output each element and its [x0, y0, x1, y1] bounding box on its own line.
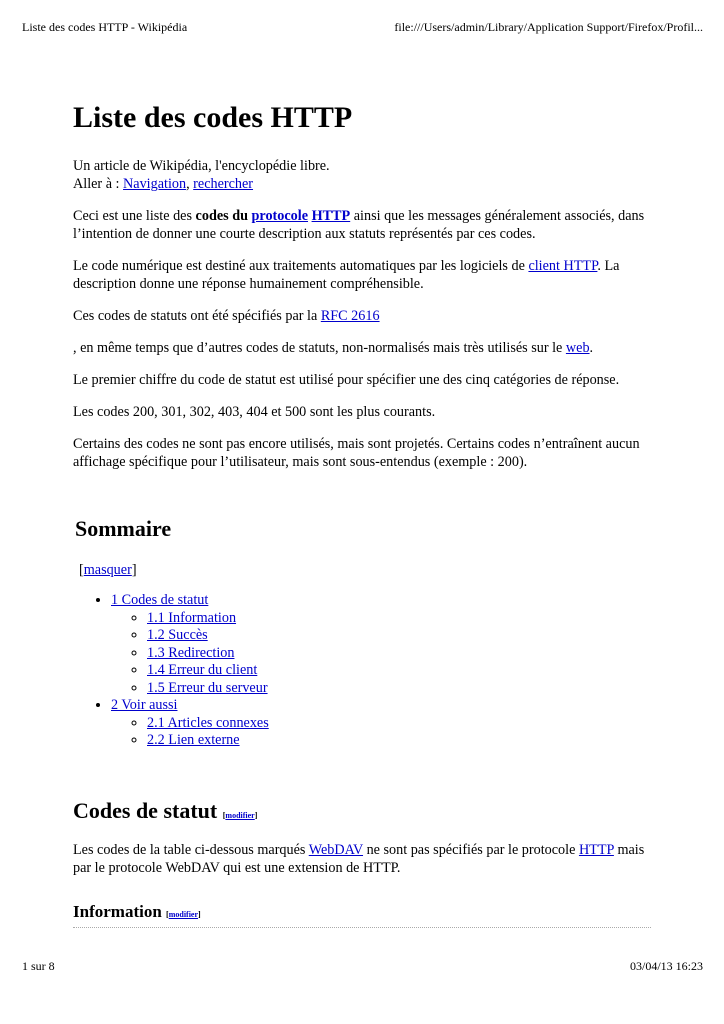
section-title-text: Codes de statut: [73, 798, 218, 823]
section-edit: [223, 811, 258, 820]
search-link[interactable]: rechercher: [193, 176, 254, 192]
http-link[interactable]: HTTP: [311, 208, 351, 224]
toc-item: [147, 645, 269, 663]
print-footer-datetime: 03/04/13 16:23: [629, 959, 703, 973]
toc-toggle-open: [: [79, 562, 84, 578]
p2-text-a: Le code numérique est destiné aux traitements automatiques par les logiciels de: [73, 258, 529, 274]
p1-text-c: ainsi que les messages généralement associés, dans l’intention de donner une courte description aux statuts représentés par ces codes.: [73, 208, 645, 242]
toc-item: [147, 662, 269, 680]
p4-text-a: , en même temps que d’autres codes de statuts, non-normalisés mais très utilisés sur le: [73, 340, 566, 356]
print-header-url: file:///Users/admin/Library/Application Support/Firefox/Profil...: [394, 20, 703, 34]
toc-item: [147, 680, 269, 698]
toc-item: [111, 592, 269, 697]
toc-item: [147, 627, 269, 645]
toc-toggle: [79, 561, 137, 579]
paragraph-common-codes: Les codes 200, 301, 302, 403, 404 et 500 sont les plus courants.: [73, 404, 436, 420]
p3-text-a: Ces codes de statuts ont été spécifiés par la: [73, 308, 321, 324]
toc-hide-link[interactable]: masquer: [83, 562, 132, 578]
toc-link-erreur-serveur[interactable]: 1.5 Erreur du serveur: [147, 679, 268, 696]
toc-title: Sommaire: [75, 516, 172, 541]
toc-list: [73, 592, 269, 750]
protocole-link[interactable]: protocole: [251, 208, 309, 224]
edit-bracket-open: [: [166, 910, 169, 919]
paragraph-first-digit: Le premier chiffre du code de statut est utilisé pour spécifier une des cinq catégories de réponse.: [73, 372, 620, 388]
toc-item: [147, 715, 269, 733]
p2-text-b: . La description donne une réponse humainement compréhensible.: [73, 258, 620, 292]
paragraph-numeric-code: [73, 257, 653, 293]
page-title: Liste des codes HTTP: [73, 101, 353, 134]
paragraph-projected-codes: Certains des codes ne sont pas encore utilisés, mais sont projetés. Certains codes n’entraînent aucun affichage spécifique pour l’utilisateur, mais sont sous-entendus (exemple : 200).: [73, 436, 640, 470]
toc-link-information[interactable]: 1.1 Information: [147, 609, 237, 626]
web-link[interactable]: web: [565, 340, 590, 356]
p1-text-a: Ceci est une liste des: [73, 208, 196, 224]
goto-separator: ,: [186, 176, 194, 192]
toc-item: [111, 697, 269, 750]
client-http-link[interactable]: client HTTP: [528, 258, 598, 274]
rfc-2616-link[interactable]: RFC 2616: [320, 308, 380, 324]
edit-bracket-close: ]: [254, 811, 258, 820]
section-p-text-a: Les codes de la table ci-dessous marqués: [73, 842, 309, 858]
http-protocol-link[interactable]: HTTP: [578, 842, 614, 858]
section-title-codes-de-statut: [73, 796, 257, 831]
p4-text-b: .: [589, 340, 594, 356]
toc-link-codes-de-statut[interactable]: 1 Codes de statut: [111, 592, 209, 608]
subsection-edit-link[interactable]: modifier: [168, 910, 199, 919]
toc-link-voir-aussi[interactable]: 2 Voir aussi: [111, 697, 178, 713]
toc-link-erreur-client[interactable]: 1.4 Erreur du client: [147, 662, 258, 678]
edit-bracket-open: [: [222, 811, 226, 820]
article-intro: [73, 157, 653, 193]
toc-item: [147, 732, 269, 750]
toc-link-articles-connexes[interactable]: 2.1 Articles connexes: [147, 714, 269, 731]
paragraph-rfc: [73, 307, 653, 325]
subsection-title-text: Information: [73, 902, 162, 921]
subsection-edit: [166, 910, 201, 919]
p1-bold: codes du: [195, 208, 252, 224]
section-p-text-c: mais par le protocole WebDAV qui est une extension de HTTP.: [73, 842, 645, 876]
section-edit-link[interactable]: modifier: [225, 811, 255, 820]
subsection-title-information: [73, 900, 651, 928]
toc-toggle-close: ]: [131, 562, 137, 578]
paragraph-web: [73, 339, 653, 357]
toc-link-lien-externe[interactable]: 2.2 Lien externe: [147, 732, 240, 748]
paragraph-webdav: [73, 841, 653, 877]
section-p-text-b: ne sont pas spécifiés par le protocole: [363, 842, 579, 858]
toc-link-redirection[interactable]: 1.3 Redirection: [147, 644, 235, 661]
navigation-link[interactable]: Navigation: [123, 176, 187, 192]
paragraph-intro: [73, 207, 653, 243]
toc-link-succes[interactable]: 1.2 Succès: [147, 627, 208, 643]
print-header-title: Liste des codes HTTP - Wikipédia: [22, 20, 188, 34]
edit-bracket-close: ]: [198, 910, 201, 919]
goto-prefix: Aller à :: [73, 176, 124, 192]
print-footer-page: 1 sur 8: [22, 959, 55, 973]
toc-item: [147, 610, 269, 628]
tagline: Un article de Wikipédia, l'encyclopédie libre.: [73, 158, 330, 174]
webdav-link[interactable]: WebDAV: [308, 842, 364, 858]
